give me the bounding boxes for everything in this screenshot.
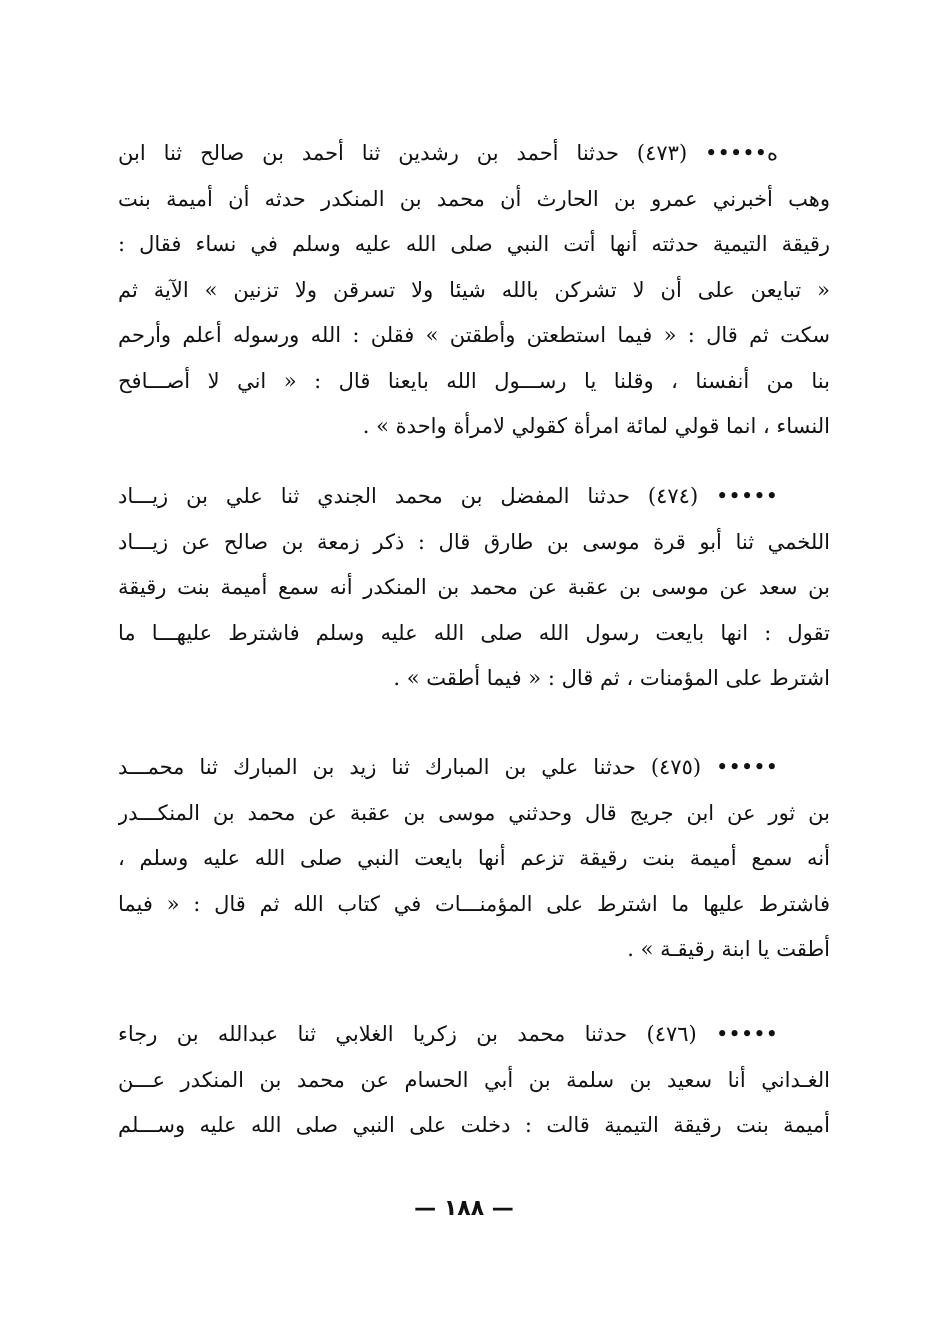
text-line: الغـداني أنا سعيد بن سلمة بن أبي الحسام عن محمد بن المنكدر عـــن: [118, 1067, 830, 1092]
hadith-473: [118, 131, 830, 450]
text-line: أطقت يا ابنة رقيقـة » .: [627, 937, 830, 961]
text-line: أميمة بنت رقيقة التيمية قالت : دخلت على النبي صلى الله عليه وســـلم: [118, 1113, 830, 1137]
text-line: اللخمي ثنا أبو قرة موسى بن طارق قال : ذكر زمعة بن صالح عن زيـــاد: [118, 529, 830, 554]
text-line: بن ثور عن ابن جريج قال وحدثني موسى بن عقبة عن محمد بن المنكـــدر: [118, 800, 830, 825]
hadith-475: [118, 745, 830, 973]
text-line: فاشترط عليها ما اشترط على المؤمنـــات في كتاب الله ثم قال : « فيما: [118, 891, 830, 916]
text-line: رقيقة التيمية حدثته أنها أتت النبي صلى الله عليه وسلم في نساء فقال :: [118, 232, 830, 256]
text-line: سكت ثم قال : « فيما استطعتن وأطقتن » فقلن : الله ورسوله أعلم وأرحم: [118, 323, 830, 347]
text-line: وهب أخبرني عمرو بن الحارث أن محمد بن المنكدر حدثه أن أميمة بنت: [118, 186, 830, 211]
text-line: أنه سمع أميمة بنت رقيقة تزعم أنها بايعت النبي صلى الله عليه وسلم ،: [118, 846, 830, 870]
text-line: بن سعد عن موسى بن عقبة عن محمد بن المنكدر أنه سمع أميمة بنت رقيقة: [118, 575, 830, 599]
hadith-476: [118, 1012, 830, 1149]
text-line: ••••• (٤٧٤) حدثنا المفضل بن محمد الجندي ثنا علي بن زيـــاد: [118, 484, 778, 508]
text-line: ه••••• (٤٧٣) حدثنا أحمد بن رشدين ثنا أحمد بن صالح ثنا ابن: [118, 141, 778, 165]
text-line: تقول : انها بايعت رسول الله صلى الله عليه وسلم فاشترط عليهـــا ما: [118, 620, 830, 645]
text-line: بنا من أنفسنا ، وقلنا يا رســـول الله بايعنا قال : « اني لا أصـــافح: [118, 368, 830, 393]
text-line: ••••• (٤٧٦) حدثنا محمد بن زكريا الغلابي ثنا عبدالله بن رجاء: [118, 1022, 778, 1046]
page-number: — ١٨٨ —: [414, 1196, 514, 1221]
text-line: ••••• (٤٧٥) حدثنا علي بن المبارك ثنا زيد بن المبارك ثنا محمـــد: [118, 755, 778, 779]
text-line: « تبايعن على أن لا تشركن بالله شيئا ولا تسرقن ولا تزنين » الآية ثم: [118, 277, 830, 302]
text-line: اشترط على المؤمنات ، ثم قال : « فيما أطقت » .: [393, 666, 830, 690]
hadith-474: [118, 474, 830, 702]
text-line: النساء ، انما قولي لمائة امرأة كقولي لامرأة واحدة » .: [362, 414, 830, 438]
